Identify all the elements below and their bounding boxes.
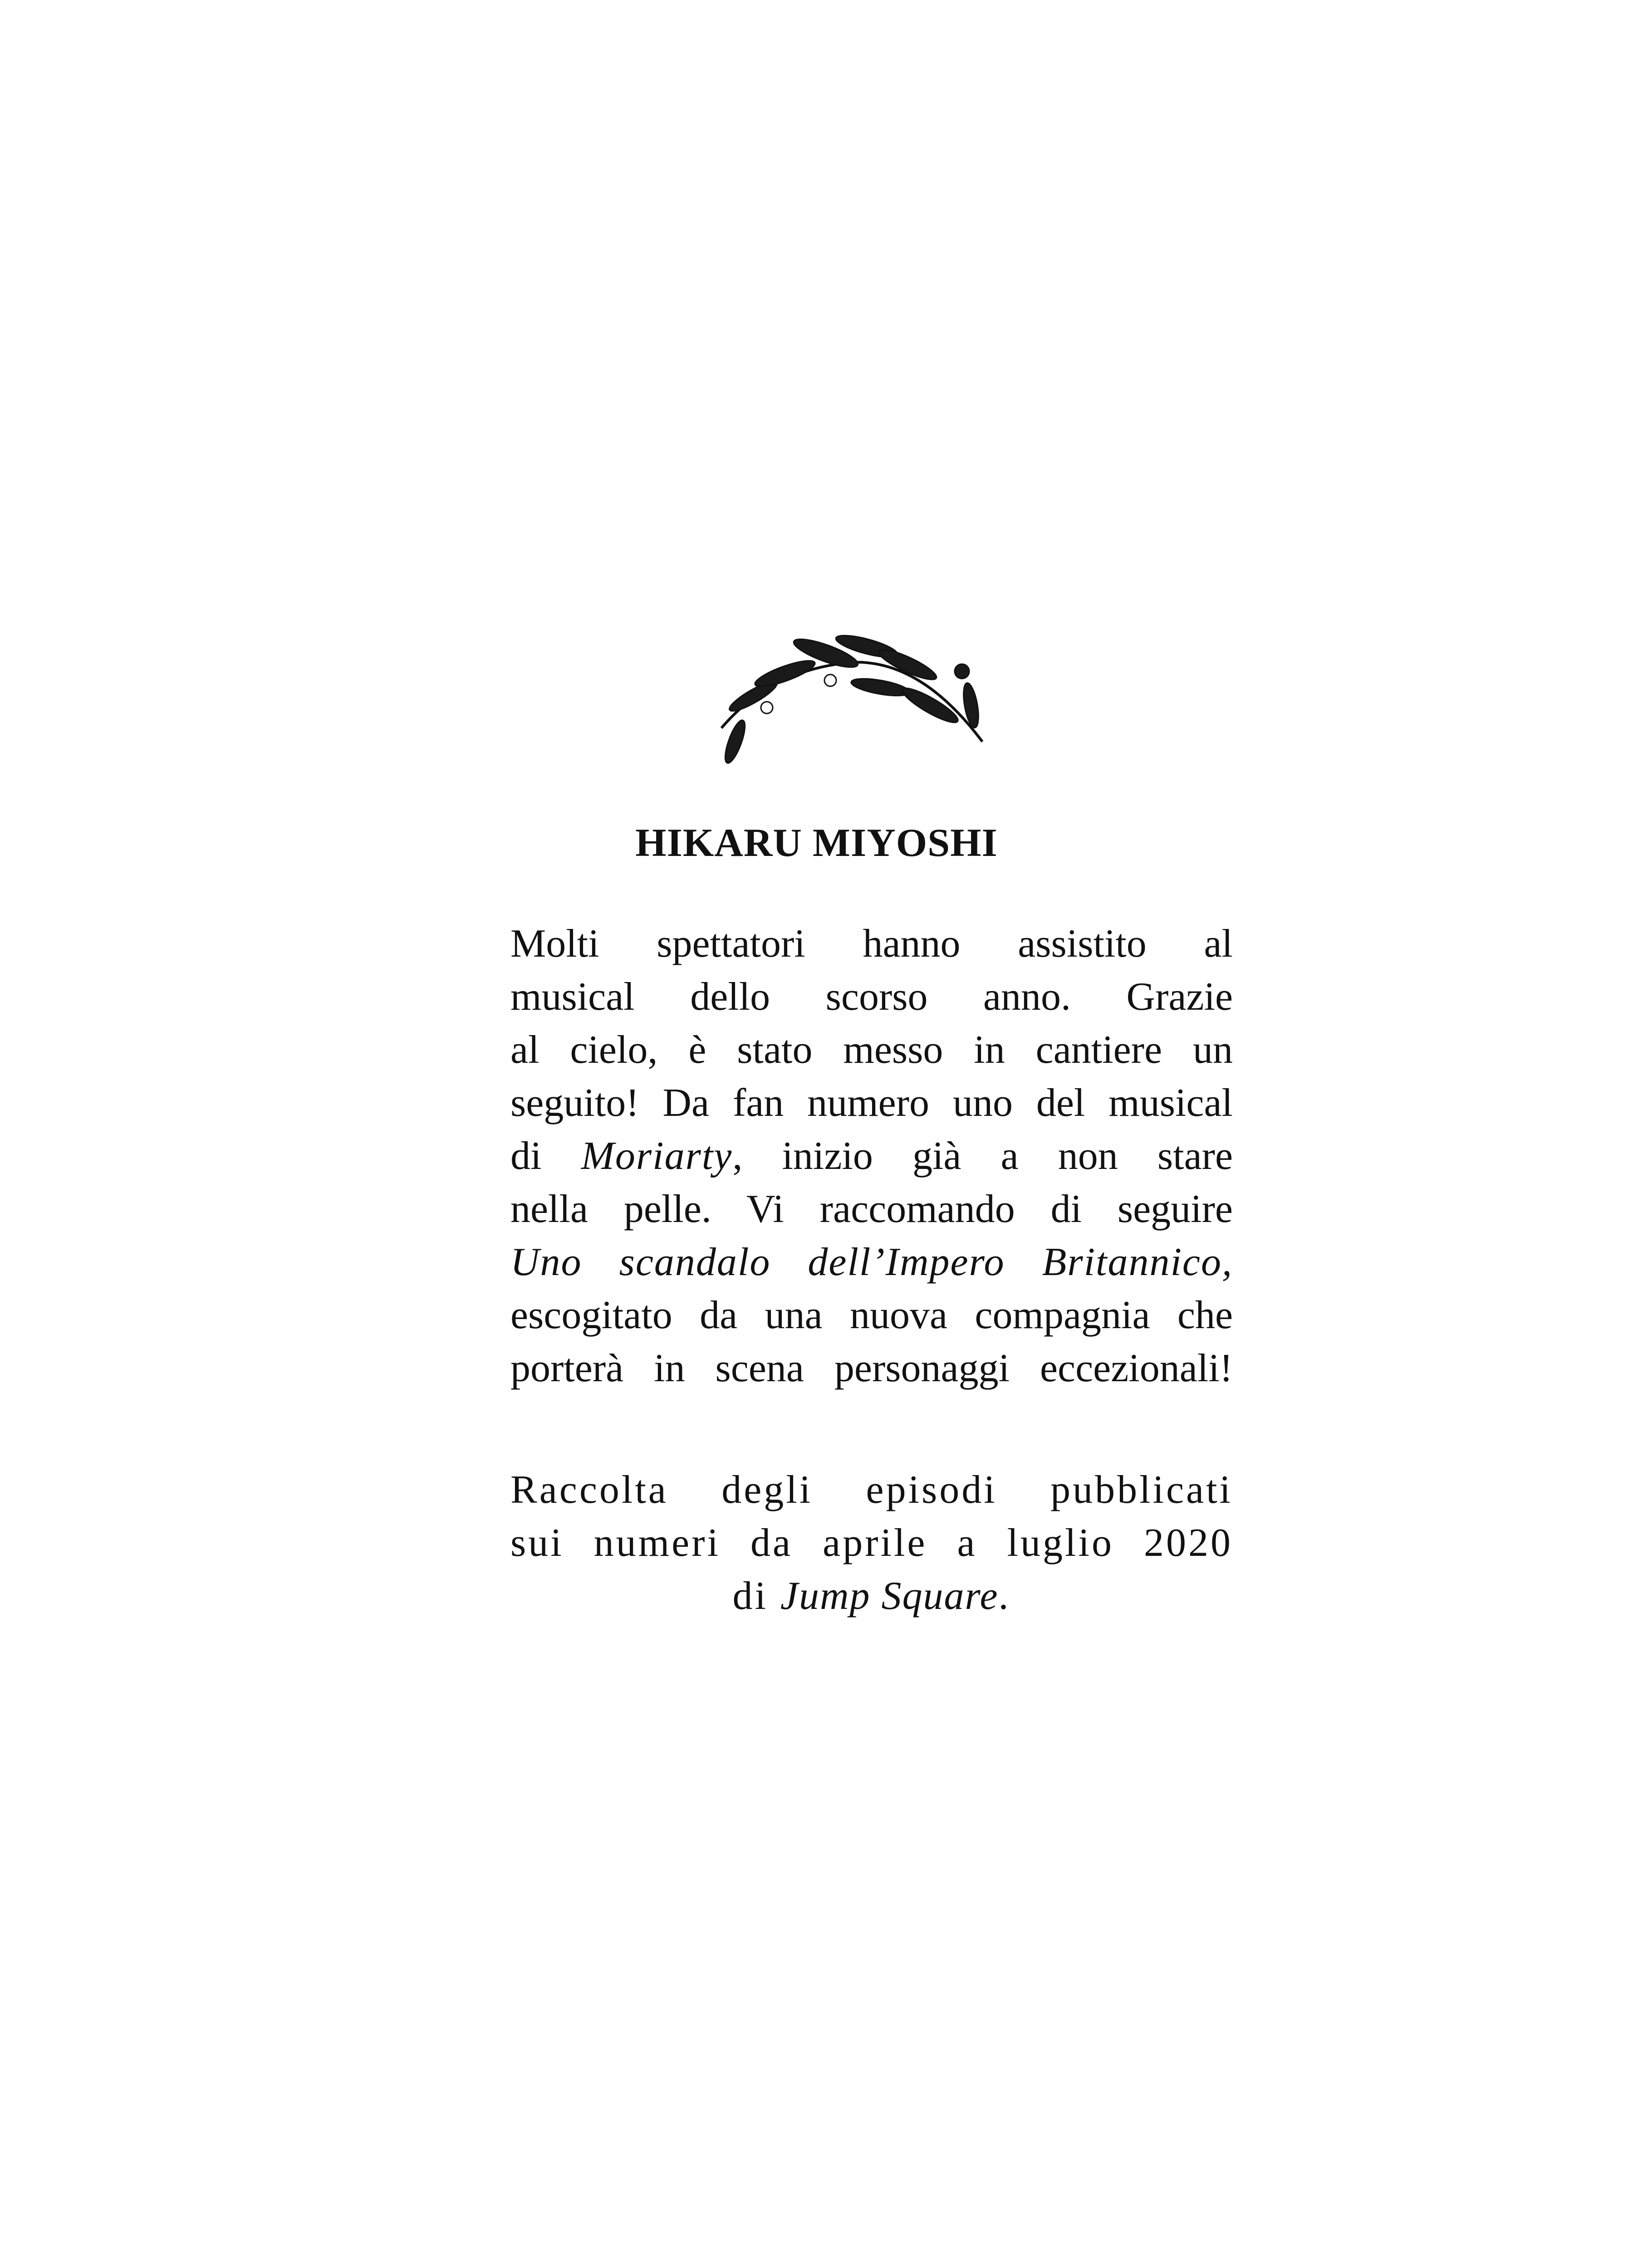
text-line [510, 1076, 1233, 1129]
italic-title-text: Jump Square [780, 1574, 999, 1618]
text-line [510, 917, 1233, 970]
text-segment: Molti spettatori hanno assistito al [510, 922, 1233, 966]
text-line [510, 970, 1233, 1023]
text-line [510, 1129, 1233, 1183]
text-line [510, 1183, 1233, 1236]
text-segment: . [998, 1574, 1011, 1618]
text-segment: nella pelle. Vi raccomando di seguire [510, 1187, 1233, 1231]
italic-title-text: Moriarty [581, 1134, 733, 1178]
italic-title-text: Uno scandalo dell’Impero Britannico, [510, 1240, 1233, 1284]
text-segment: , inizio già a non stare [732, 1134, 1233, 1178]
text-segment: Raccolta degli episodi pubblicati [510, 1468, 1233, 1512]
text-segment: di [510, 1134, 581, 1178]
text-segment: al cielo, è stato messo in cantiere un [510, 1028, 1233, 1072]
text-line [510, 1289, 1233, 1342]
text-line [510, 1342, 1233, 1395]
text-segment: musical dello scorso anno. Grazie [510, 975, 1233, 1019]
text-line [510, 1023, 1233, 1076]
text-segment: escogitato da una nuova compagnia che [510, 1293, 1233, 1337]
publication-note-paragraph [510, 1463, 1233, 1623]
text-line [510, 1569, 1233, 1623]
text-segment: di [732, 1574, 780, 1618]
author-name-heading: HIKARU MIYOSHI [635, 821, 998, 865]
text-segment: sui numeri da aprile a luglio 2020 [510, 1521, 1233, 1565]
author-comment-paragraph [510, 917, 1233, 1395]
text-segment: porterà in scena personaggi eccezionali! [510, 1346, 1233, 1390]
laurel-branch-icon [717, 628, 998, 764]
text-line [510, 1516, 1233, 1569]
text-line [510, 1236, 1233, 1289]
text-segment: seguito! Da fan numero uno del musical [510, 1081, 1233, 1125]
text-line [510, 1463, 1233, 1516]
